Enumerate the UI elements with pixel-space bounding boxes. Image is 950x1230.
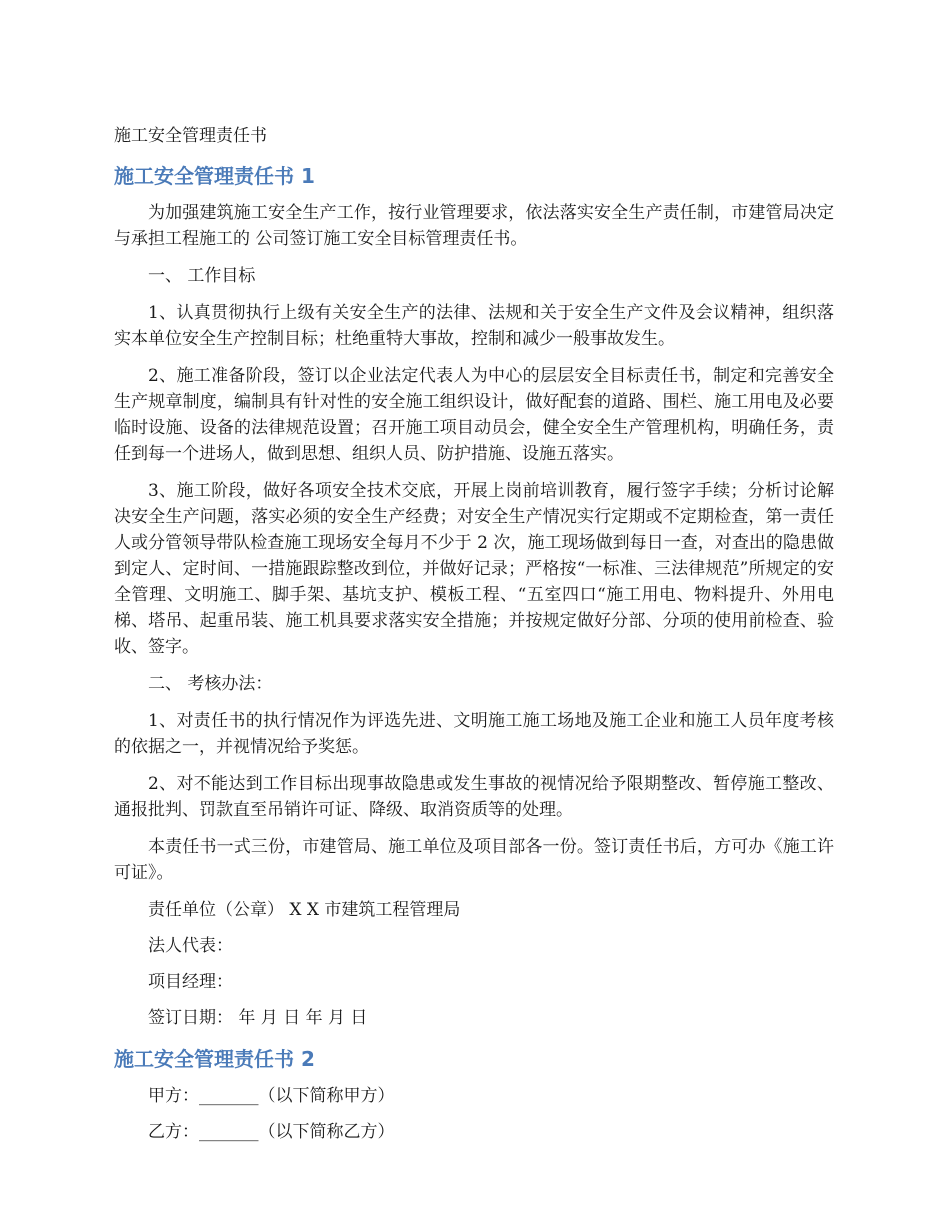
- party-a: 甲方：_______（以下简称甲方）: [148, 1086, 395, 1106]
- signing-date: 签订日期： 年 月 日 年 月 日: [148, 1008, 368, 1028]
- legal-representative: 法人代表：: [148, 936, 233, 956]
- document-title: 施工安全管理责任书: [114, 126, 267, 146]
- closing-paragraph: 本责任书一式三份，市建管局、施工单位及项目部各一份。签订责任书后，方可办《施工许可证》。: [114, 837, 834, 883]
- part2-title: 二、 考核办法：: [148, 674, 273, 694]
- part1-title: 一、 工作目标: [148, 266, 256, 286]
- goal-item-1: 1、认真贯彻执行上级有关安全生产的法律、法规和关于安全生产文件及会议精神，组织落实本单位安全生产控制目标；杜绝重特大事故，控制和减少一般事故发生。: [114, 303, 834, 349]
- assessment-item-1: 1、对责任书的执行情况作为评选先进、文明施工施工场地及施工企业和施工人员年度考核的依据之一，并视情况给予奖惩。: [114, 711, 834, 757]
- document-body: [114, 124, 834, 1155]
- goal-item-3: 3、施工阶段，做好各项安全技术交底，开展上岗前培训教育，履行签字手续；分析讨论解决安全生产问题，落实必须的安全生产经费；对安全生产情况实行定期或不定期检查，第一责任人或分管领导带队检查施工现场安全每月不少于 2 次，施工现场做到每日一查，对查出的隐患做到定人、定时间、一措施跟踪整改到位，并做好记录；严格按“一标准、三法律规范”所规定的安全管理、文明施工、脚手架、基坑支护、模板工程、“五室四口“施工用电、物料提升、外用电梯、塔吊、起重吊装、施工机具要求落实安全措施；并按规定做好分部、分项的使用前检查、验收、签字。: [114, 481, 834, 657]
- section-heading-1: 施工安全管理责任书 1: [114, 164, 315, 188]
- responsible-unit: 责任单位（公章） X X 市建筑工程管理局: [148, 900, 461, 920]
- section-heading-2: 施工安全管理责任书 2: [114, 1047, 315, 1071]
- assessment-item-2: 2、对不能达到工作目标出现事故隐患或发生事故的视情况给予限期整改、暂停施工整改、通报批判、罚款直至吊销许可证、降级、取消资质等的处理。: [114, 774, 834, 820]
- party-b: 乙方：_______（以下简称乙方）: [148, 1122, 395, 1142]
- intro-paragraph: 为加强建筑施工安全生产工作，按行业管理要求，依法落实安全生产责任制，市建管局决定与承担工程施工的 公司签订施工安全目标管理责任书。: [114, 203, 834, 249]
- project-manager: 项目经理：: [148, 972, 233, 992]
- goal-item-2: 2、施工准备阶段，签订以企业法定代表人为中心的层层安全目标责任书，制定和完善安全生产规章制度，编制具有针对性的安全施工组织设计，做好配套的道路、围栏、施工用电及必要临时设施、设备的法律规范设置；召开施工项目动员会，健全安全生产管理机构，明确任务，责任到每一个进场人，做到思想、组织人员、防护措施、设施五落实。: [114, 366, 834, 464]
